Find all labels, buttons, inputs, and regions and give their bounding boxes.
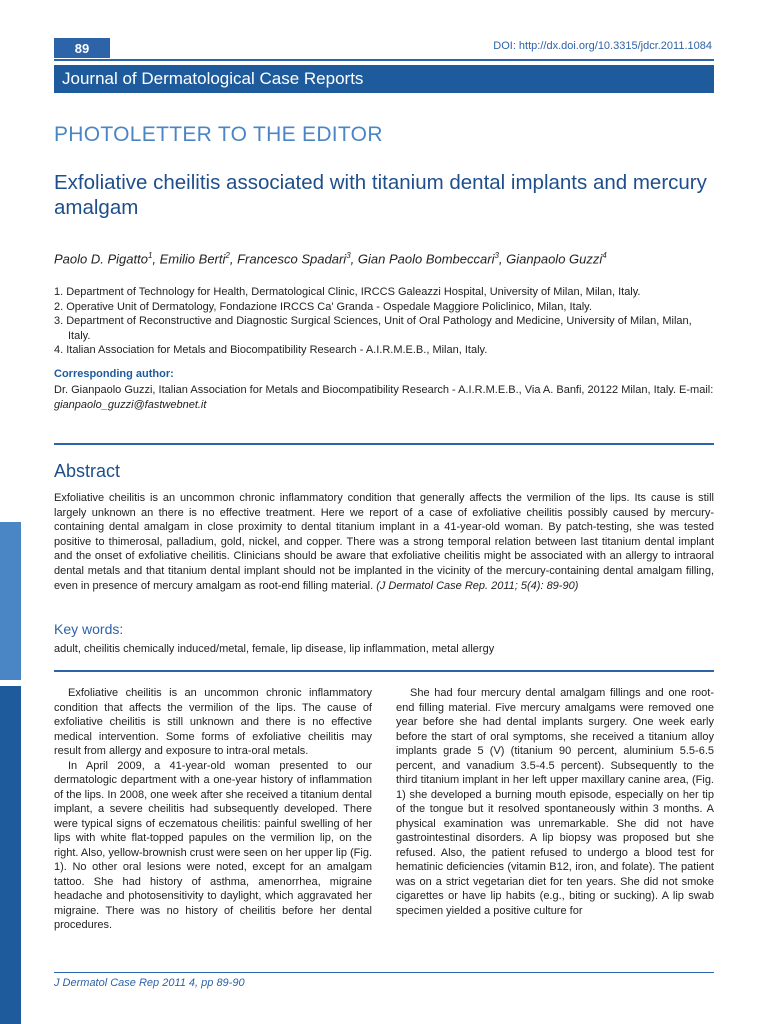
abstract-body: Exfoliative cheilitis is an uncommon chronic inflammatory condition that generally affects the vermilion of the lips. Its cause is still largely unknown an there is no effective treatment. Here we report of a case of exfoliative cheilitis possibly caused by mercury-containing dental amalgam in close proximity to dental titanium implant in a 41-year-old woman. By patch-testing, she was tested positive to thimerosal, palladium, gold, nickel, and copper. There was a strong temporal relation between last titanium dental implant and the onset of exfoliative cheilitis. Clinicians should be aware that exfoliative cheilitis might be associated with an allergy to intraoral dental metals and that titanium dental implant should not be implanted in the vicinity of the mercury-containing dental amalgam filling, even in presence of mercury amalgam as root-end filling material. bbox=[54, 492, 714, 592]
author-affiliation-mark: 2 bbox=[225, 251, 230, 260]
abstract-text bbox=[54, 491, 714, 593]
affiliation-list bbox=[54, 285, 714, 358]
keywords-text: adult, cheilitis chemically induced/metal, female, lip disease, lip inflammation, metal allergy bbox=[54, 643, 495, 655]
corresponding-heading: Corresponding author: bbox=[54, 368, 174, 380]
keywords-heading: Key words: bbox=[54, 621, 124, 637]
affiliation-item: 1. Department of Technology for Health, Dermatological Clinic, IRCCS Galeazzi Hospital, University of Milan, Milan, Italy. bbox=[54, 286, 641, 298]
journal-banner: Journal of Dermatological Case Reports bbox=[54, 65, 714, 93]
author-affiliation-mark: 3 bbox=[494, 251, 499, 260]
author-affiliation-mark: 1 bbox=[147, 251, 153, 260]
body-paragraph: She had four mercury dental amalgam fillings and one root-end filling material. Five mercury amalgams were removed one year before she had dental implants surgery. One week early before the start of oral symptoms, she received a titanium alloy implants grade 5 (V) (titanium 90 percent, aluminium 5.5-6.5 percent, and vanadium 3.5-4.5 percent). Subsequently to the third titanium implant in her left upper maxillary canine area, (Fig. 1) she developed a burning mouth episode, especially on her tip of the tongue but it resolved spontaneously within 3 months. A physical examination was unremarkable. She did not have gastrointestinal disorders. A lip biopsy was proposed but she refused. Also, the patient refused to undergo a blood test for hematinic deficiencies (vitamin B12, iron, and folate). The patient was on a strict vegetarian diet for ten years. She did not smoke cigarettes or have lip habits (e.g., biting or sucking). A lip swab specimen yielded a positive culture for bbox=[396, 687, 714, 917]
affiliation-item: 4. Italian Association for Metals and Biocompatibility Research - A.I.R.M.E.B., Milan, Italy. bbox=[54, 344, 488, 356]
section-label: PHOTOLETTER TO THE EDITOR bbox=[54, 123, 383, 146]
author-name: Gian Paolo Bombeccari bbox=[357, 251, 495, 267]
divider bbox=[54, 443, 714, 445]
affiliation-item: 2. Operative Unit of Dermatology, Fondazione IRCCS Ca' Granda - Ospedale Maggiore Policlinico, Milan, Italy. bbox=[54, 300, 592, 313]
article-title: Exfoliative cheilitis associated with titanium dental implants and mercury amalgam bbox=[54, 171, 707, 219]
author-name: Gianpaolo Guzzi bbox=[506, 251, 603, 267]
corresponding-details: Dr. Gianpaolo Guzzi, Italian Association for Metals and Biocompatibility Research - A.I.R.M.E.B., Via A. Banfi, 20122 Milan, Italy. E-mail: bbox=[54, 384, 714, 396]
page-number: 89 bbox=[54, 38, 110, 58]
body-paragraph: Exfoliative cheilitis is an uncommon chronic inflammatory condition that affects the vermilion of the lips. The cause of exfoliative cheilitis is still unknown and there is no effective medical intervention. Some forms of exfoliative cheilitis may result from allergy and exposure to intra-oral metals. bbox=[54, 687, 372, 757]
body-column-left bbox=[54, 686, 372, 933]
abstract-heading: Abstract bbox=[54, 461, 121, 481]
author-list: Paolo D. Pigatto$^1$, Emilio Berti$^2$, Francesco Spadari$^3$, Gian Paolo Bombeccari$^3$, Gianpaolo Guzzi$^4$ bbox=[54, 251, 607, 267]
author-name: Francesco Spadari bbox=[237, 251, 347, 267]
side-tab bbox=[0, 686, 21, 1024]
affiliation-item: 3. Department of Reconstructive and Diagnostic Surgical Sciences, Unit of Oral Pathology and Medicine, University of Milan, Milan, Italy. bbox=[54, 315, 692, 342]
abstract-citation: (J Dermatol Case Rep. 2011; 5(4): 89-90) bbox=[376, 579, 579, 592]
header-rule bbox=[54, 59, 714, 61]
footer-citation: J Dermatol Case Rep 2011 4, pp 89-90 bbox=[54, 977, 245, 989]
body-column-right bbox=[396, 686, 714, 918]
side-tab bbox=[0, 522, 21, 680]
author-affiliation-mark: 3 bbox=[346, 251, 351, 260]
author-affiliation-mark: 4 bbox=[602, 251, 607, 260]
footer-rule bbox=[54, 972, 714, 973]
author-name: Emilio Berti bbox=[159, 251, 226, 267]
body-paragraph: In April 2009, a 41-year-old woman presented to our dermatologic department with a one-year history of inflammation of the lips. In 2008, one week after she received a titanium dental implant, a severe cheilitis had subsequently developed. There were typical signs of eczematous cheilitis: painful swelling of her lips with white flat-topped papules on the vermilion lip, on the right. Also, yellow-brownish crust were seen on her upper lip (Fig. 1). No other oral lesions were noted, except for an amalgam tattoo. She had history of asthma, amenorrhea, migraine headache and photosensitivity to daylight, which aggravated her migraine. There was no history of cheilitis before her dental procedures. bbox=[54, 759, 372, 931]
author-name: Paolo D. Pigatto bbox=[54, 251, 148, 267]
divider bbox=[54, 670, 714, 672]
corresponding-text bbox=[54, 383, 714, 412]
doi-link[interactable]: DOI: http://dx.doi.org/10.3315/jdcr.2011.1084 bbox=[493, 40, 712, 52]
corresponding-email-link[interactable]: gianpaolo_guzzi@fastwebnet.it bbox=[54, 398, 207, 411]
